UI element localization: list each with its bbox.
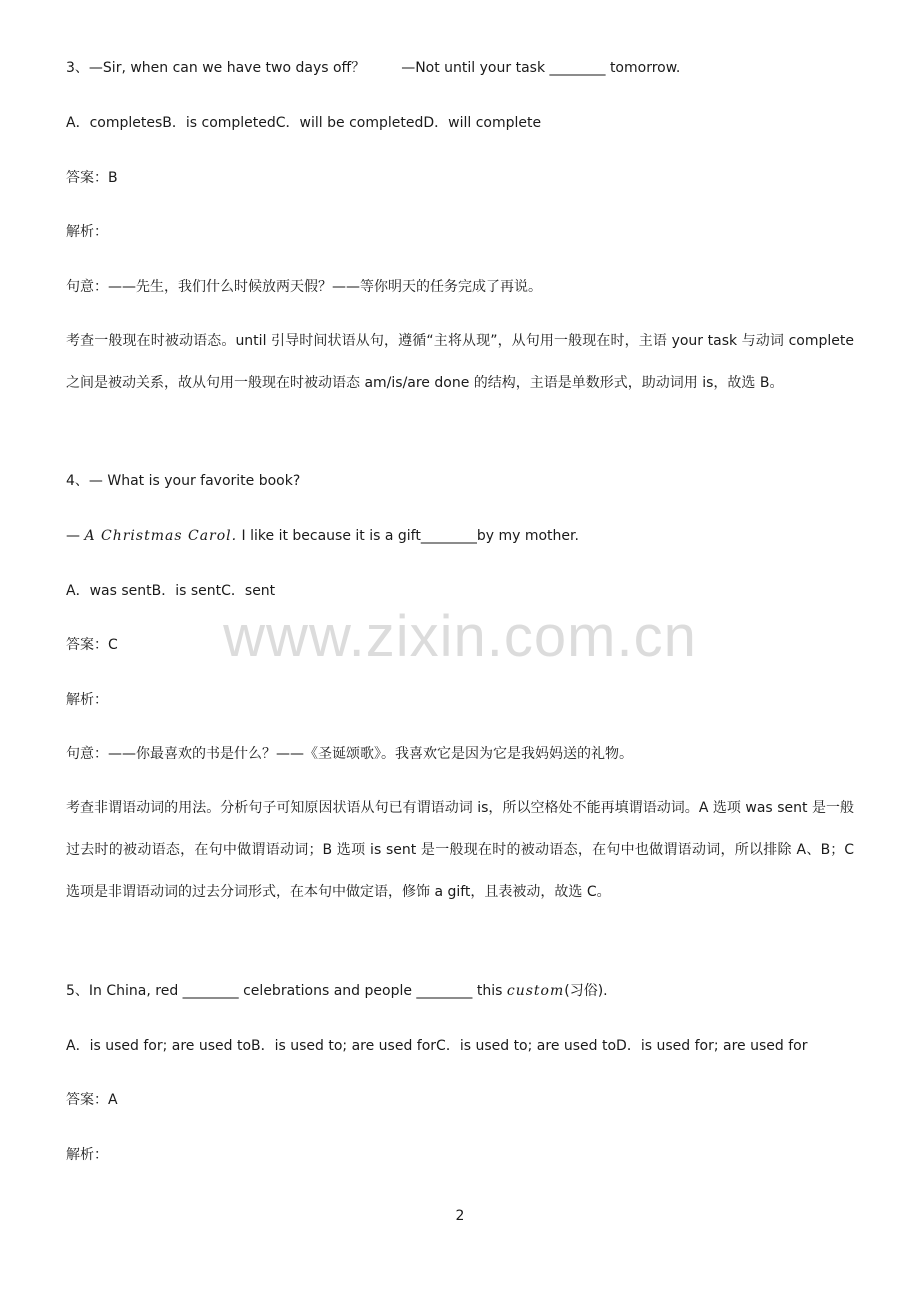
question-number: 5、 bbox=[66, 983, 89, 999]
answer-5: 答案：A bbox=[66, 1092, 118, 1108]
options-5: A．is used for; are used toB．is used to; are used forC．is used to; are used toD．is used for; are used for bbox=[66, 1038, 808, 1054]
question-text: — What is your favorite book? bbox=[88, 473, 301, 489]
question-3 bbox=[66, 58, 680, 78]
options-3: A．completesB．is completedC．will be completedD．will complete bbox=[66, 115, 542, 131]
meaning-3: 句意：——先生，我们什么时候放两天假？——等你明天的任务完成了再说。 bbox=[66, 279, 542, 295]
custom-word: custom bbox=[506, 983, 565, 999]
explanation-4: 考查非谓语动词的用法。分析句子可知原因状语从句已有谓语动词 is，所以空格处不能再填谓语动词。A 选项 was sent 是一般过去时的被动语态，在句中做谓语动词；B 选项 is sent 是一般现在时的被动语态，在句中也做谓语动词，所以排除 A、B；C 选项是非谓语动词的过去分词形式，在本句中做定语，修饰 a gift，且表被动，故选 C。 bbox=[66, 800, 854, 900]
answer-4: 答案：C bbox=[66, 637, 118, 653]
page-number: 2 bbox=[455, 1208, 465, 1224]
analysis-label-4: 解析： bbox=[66, 692, 108, 708]
analysis-label-5: 解析： bbox=[66, 1147, 108, 1163]
question-4 bbox=[66, 471, 300, 491]
question-text-b: —Not until your task ________ tomorrow. bbox=[401, 60, 681, 76]
reply-text: I like it because it is a gift________by my mother. bbox=[237, 528, 579, 544]
watermark: www.zixin.com.cn bbox=[223, 604, 697, 669]
question-text: In China, red ________ celebrations and people ________ this bbox=[88, 983, 507, 999]
meaning-4: 句意：——你最喜欢的书是什么？——《圣诞颂歌》。我喜欢它是因为它是我妈妈送的礼物。 bbox=[66, 746, 633, 762]
answer-3: 答案：B bbox=[66, 170, 118, 186]
analysis-label-3: 解析： bbox=[66, 224, 108, 240]
question-number: 3、 bbox=[66, 60, 89, 76]
reply-4 bbox=[66, 526, 579, 546]
question-text-end: (习俗). bbox=[564, 983, 608, 999]
explanation-3: 考查一般现在时被动语态。until 引导时间状语从句，遵循“主将从现”，从句用一般现在时，主语 your task 与动词 complete 之间是被动关系，故从句用一般现在时被动语态 am/is/are done 的结构，主语是单数形式，助动词用 is，故选 B。 bbox=[66, 333, 854, 391]
question-5 bbox=[66, 981, 608, 1001]
question-text-a: —Sir, when can we have two days off？ bbox=[88, 60, 366, 76]
question-number: 4、 bbox=[66, 473, 89, 489]
book-title: A Christmas Carol. bbox=[84, 528, 238, 544]
options-4: A．was sentB．is sentC．sent bbox=[66, 583, 276, 599]
reply-dash: — bbox=[66, 528, 85, 544]
